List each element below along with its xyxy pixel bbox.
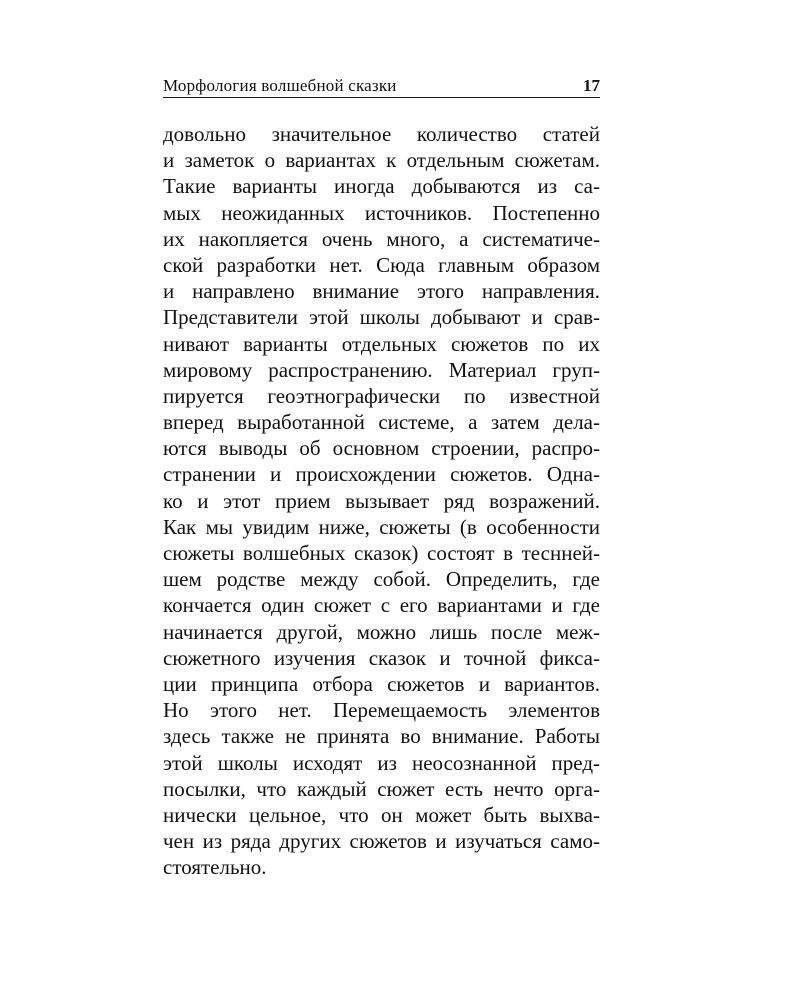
text-line: мых неожиданных источников. Постепенно [163, 200, 600, 225]
running-head [163, 76, 600, 98]
text-line: нически цельное, что он может быть выхва- [163, 802, 600, 827]
text-line: сюжетного изучения сказок и точной фикса- [163, 645, 600, 670]
running-title: Морфология волшебной сказки [163, 76, 397, 95]
text-line: ются выводы об основном строении, распро- [163, 436, 600, 461]
body-text [163, 121, 600, 880]
text-line: чен из ряда других сюжетов и изучаться само- [163, 829, 600, 854]
text-line: и направлено внимание этого направления. [163, 279, 600, 304]
text-line: начинается другой, можно лишь после меж- [163, 619, 600, 644]
text-line: довольно значительное количество статей [163, 122, 600, 146]
header-rule [163, 97, 600, 98]
text-line: Представители этой школы добывают и срав- [163, 305, 600, 330]
text-line: ции принципа отбора сюжетов и вариантов. [163, 671, 600, 696]
text-line: и заметок о вариантах к отдельным сюжетам. [163, 148, 600, 173]
text-line: этой школы исходят из неосознанной пред- [163, 750, 600, 775]
text-line: здесь также не принята во внимание. Работы [163, 724, 600, 749]
text-line: сюжеты волшебных сказок) состоят в теснней- [163, 541, 600, 565]
text-line: кончается один сюжет с его вариантами и где [163, 593, 600, 618]
text-line: их накопляется очень много, а систематиче- [163, 226, 600, 251]
text-line: пируется геоэтнографически по известной [163, 383, 600, 408]
text-line: Но этого нет. Перемещаемость элементов [163, 698, 600, 723]
text-line: мировому распространению. Материал груп- [163, 357, 600, 382]
text-line: нивают варианты отдельных сюжетов по их [163, 331, 600, 356]
text-line: ко и этот прием вызывает ряд возражений. [163, 488, 600, 513]
text-line: посылки, что каждый сюжет есть нечто орга- [163, 776, 600, 801]
text-line: вперед выработанной системе, а затем дела- [163, 410, 600, 435]
text-line: странении и происхождении сюжетов. Одна- [163, 462, 600, 487]
text-line: шем родстве между собой. Определить, где [163, 567, 600, 592]
page-number: 17 [583, 76, 600, 95]
text-line: ской разработки нет. Сюда главным образом [163, 252, 600, 277]
text-line: Такие варианты иногда добываются из са- [163, 174, 600, 199]
text-line-last: стоятельно. [163, 855, 267, 880]
text-line: Как мы увидим ниже, сюжеты (в особенности [163, 514, 600, 539]
